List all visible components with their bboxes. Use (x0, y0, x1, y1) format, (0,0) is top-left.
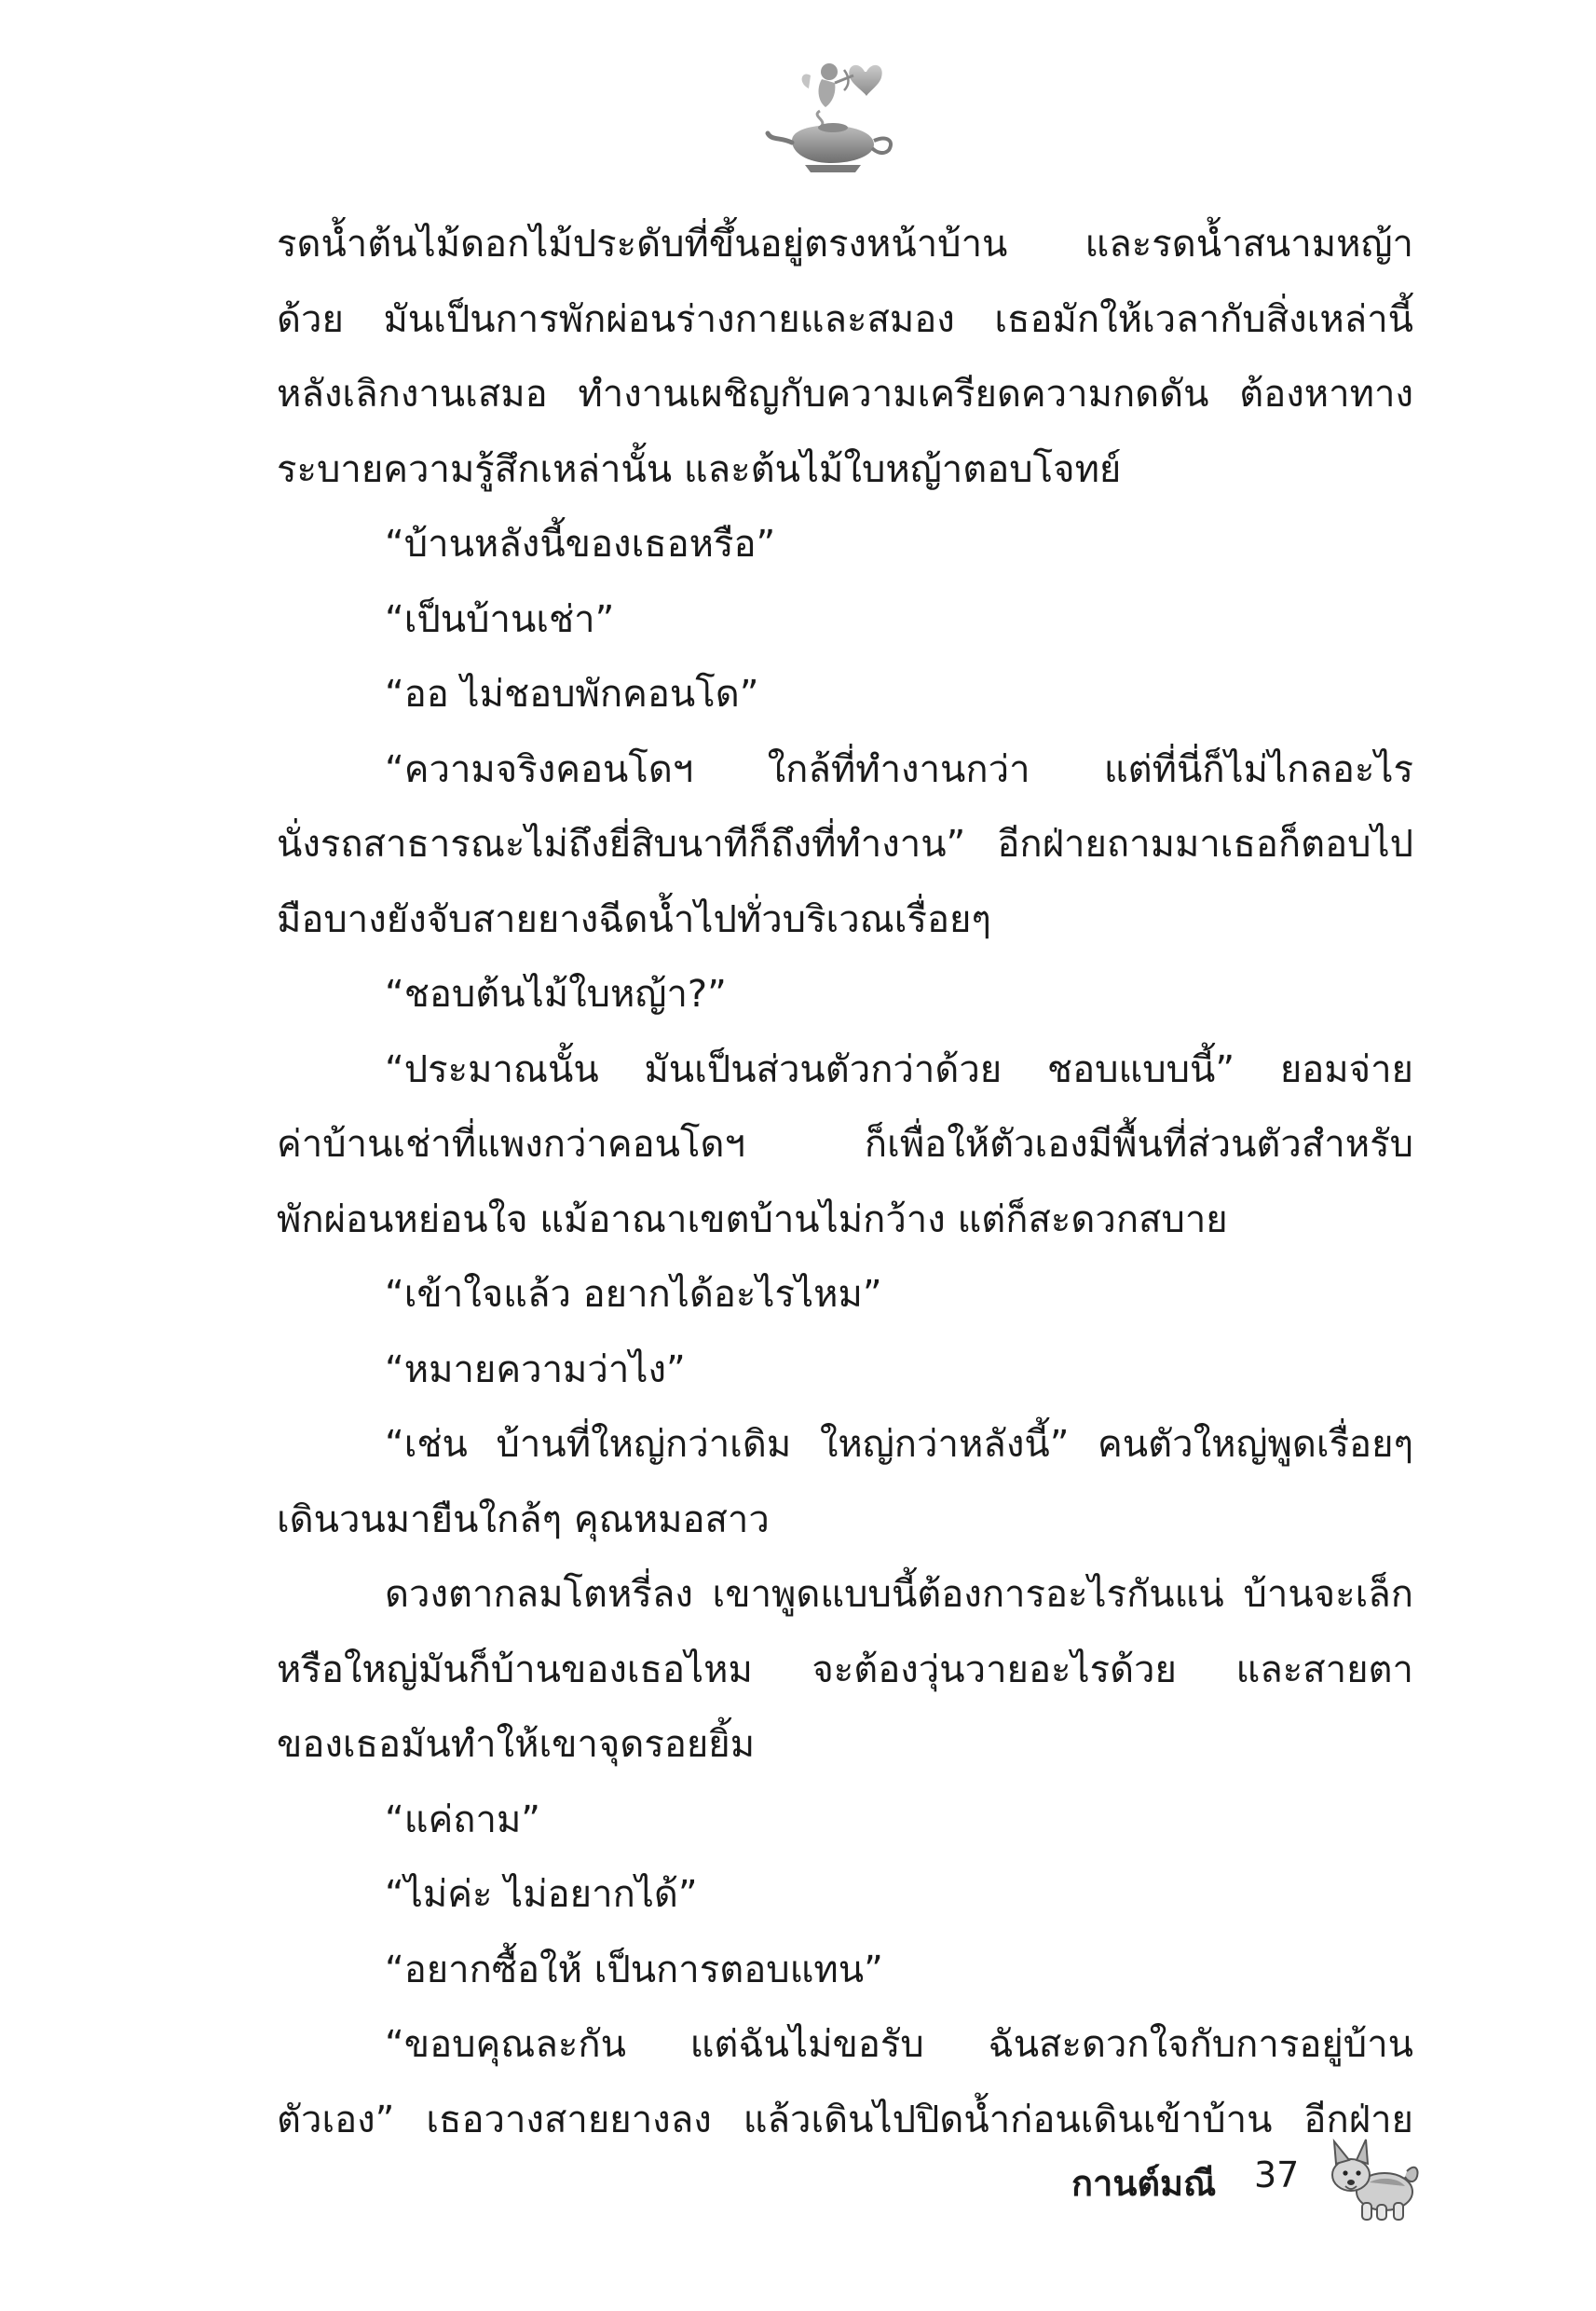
text-line: “ไม่ค่ะ ไม่อยากได้” (385, 1873, 698, 1916)
text-line: ดวงตากลมโตหรี่ลง เขาพูดแบบนี้ต้องการอะไรกันแน่ บ้านจะเล็ก (385, 1573, 1413, 1616)
text-line: “ความจริงคอนโดฯ ใกล้ที่ทำงานกว่า แต่ที่นี่ก็ไม่ไกลอะไร (385, 747, 1413, 791)
text-line: “ชอบต้นไม้ใบหญ้า?” (385, 973, 727, 1016)
text-line: นั่งรถสาธารณะไม่ถึงยี่สิบนาทีก็ถึงที่ทำงาน” อีกฝ่ายถามมาเธอก็ตอบไป (277, 823, 1413, 866)
text-line: “ประมาณนั้น มันเป็นส่วนตัวกว่าด้วย ชอบแบบนี้” ยอมจ่าย (385, 1047, 1413, 1091)
page-footer (1071, 2134, 1463, 2227)
text-line: “หมายความว่าไง” (385, 1347, 686, 1391)
text-line: เดินวนมายืนใกล้ๆ คุณหมอสาว (277, 1497, 770, 1541)
text-line: หรือใหญ่มันก็บ้านของเธอไหม จะต้องวุ่นวายอะไรด้วย และสายตา (277, 1648, 1413, 1691)
text-line: มือบางยังจับสายยางฉีดน้ำไปทั่วบริเวณเรื่อยๆ (277, 897, 991, 941)
text-line: “แค่ถาม” (385, 1798, 541, 1841)
text-line: “บ้านหลังนี้ของเธอหรือ” (385, 523, 776, 566)
text-line: พักผ่อนหย่อนใจ แม้อาณาเขตบ้านไม่กว้าง แต่ก็สะดวกสบาย (277, 1197, 1228, 1241)
text-line: “อยากซื้อให้ เป็นการตอบแทน” (385, 1948, 883, 1991)
teapot-cupid-ornament-icon (764, 51, 904, 182)
text-line: รดน้ำต้นไม้ดอกไม้ประดับที่ขึ้นอยู่ตรงหน้าบ้าน และรดน้ำสนามหญ้า (277, 223, 1413, 266)
text-line: “เช่น บ้านที่ใหญ่กว่าเดิม ใหญ่กว่าหลังนี้” คนตัวใหญ่พูดเรื่อยๆ (385, 1423, 1413, 1466)
text-line: ค่าบ้านเช่าที่แพงกว่าคอนโดฯ ก็เพื่อให้ตัวเองมีพื้นที่ส่วนตัวสำหรับ (277, 1123, 1413, 1166)
text-line: หลังเลิกงานเสมอ ทำงานเผชิญกับความเครียดความกดดัน ต้องหาทาง (277, 373, 1413, 416)
body-text (277, 207, 1413, 2157)
text-line: ตัวเอง” เธอวางสายยางลง แล้วเดินไปปิดน้ำก่อนเดินเข้าบ้าน อีกฝ่าย (277, 2098, 1413, 2141)
text-line: “เข้าใจแล้ว อยากได้อะไรไหม” (385, 1273, 882, 1316)
text-line: “เป็นบ้านเช่า” (385, 597, 615, 641)
page-number: 37 (1254, 2154, 1300, 2195)
author-name: กานต์มณี (1071, 2163, 1217, 2204)
corgi-dog-icon (1323, 2134, 1425, 2227)
text-line: “ขอบคุณละกัน แต่ฉันไม่ขอรับ ฉันสะดวกใจกับการอยู่บ้าน (385, 2023, 1413, 2066)
text-line: ระบายความรู้สึกเหล่านั้น และต้นไม้ใบหญ้าตอบโจทย์ (277, 447, 1122, 491)
text-line: ด้วย มันเป็นการพักผ่อนร่างกายและสมอง เธอมักให้เวลากับสิ่งเหล่านี้ (277, 297, 1413, 341)
text-line: ของเธอมันทำให้เขาจุดรอยยิ้ม (277, 1723, 756, 1766)
text-line: “ออ ไม่ชอบพักคอนโด” (385, 673, 759, 716)
